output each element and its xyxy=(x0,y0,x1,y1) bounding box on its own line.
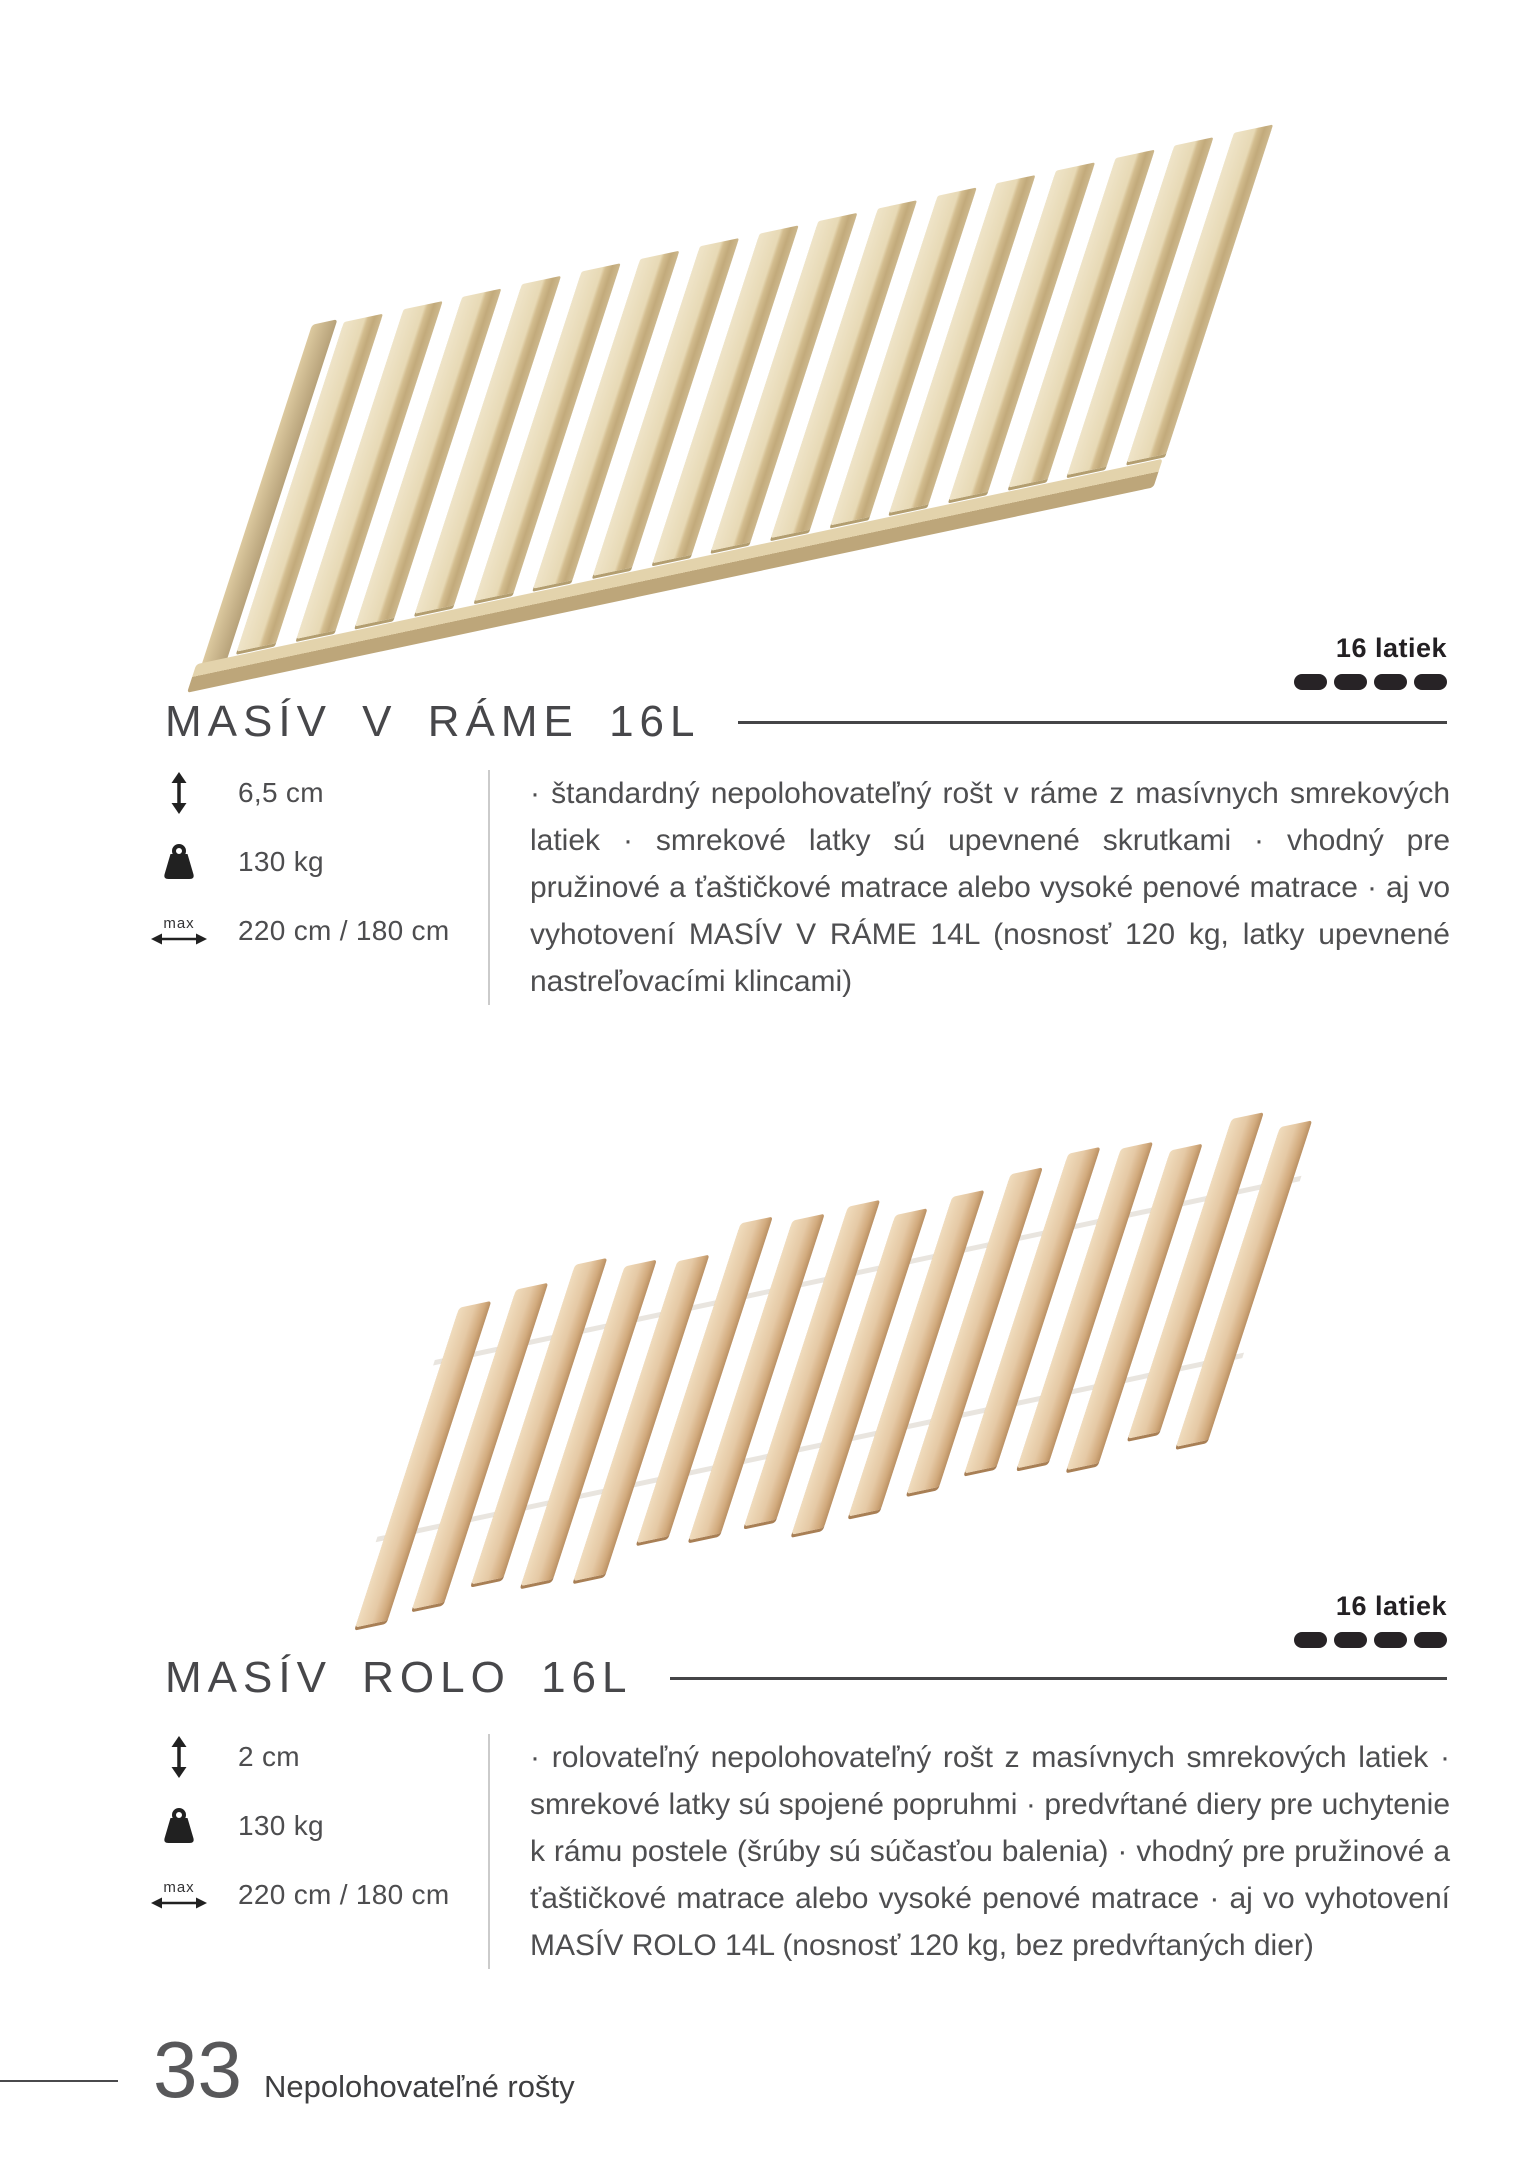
slat-count-label: 16 latiek xyxy=(1335,1591,1447,1621)
product-info xyxy=(120,770,1450,1005)
product-header xyxy=(165,1654,1447,1702)
page-number: 33 xyxy=(153,2025,242,2114)
slat-count-badge xyxy=(1294,1591,1447,1648)
pill-icon xyxy=(1374,1632,1407,1648)
max-label: max xyxy=(163,915,195,932)
product-info xyxy=(120,1734,1450,1969)
spec-max-load xyxy=(120,841,488,883)
weight-icon xyxy=(120,1808,238,1844)
spec-list xyxy=(120,770,490,1005)
product-photo-masiv-v-rame xyxy=(180,128,1330,648)
max-width-arrow-icon xyxy=(120,916,238,946)
pill-icon xyxy=(1294,674,1327,690)
section-title: Nepolohovateľné rošty xyxy=(263,2069,575,2104)
rolled-slats-illustration xyxy=(354,1109,1316,1630)
page-footer xyxy=(153,2025,575,2114)
weight-icon xyxy=(120,844,238,880)
spec-height xyxy=(120,1736,488,1778)
header-rule xyxy=(738,721,1447,724)
pill-icon xyxy=(1374,674,1407,690)
slat-pills-indicator xyxy=(1294,674,1447,690)
spec-value: 130 kg xyxy=(238,1810,324,1841)
slatted-frame-illustration xyxy=(237,125,1273,652)
spec-value: 6,5 cm xyxy=(238,777,324,808)
spec-max-length xyxy=(120,910,488,952)
spec-value: 220 cm / 180 cm xyxy=(238,1879,450,1910)
spec-height xyxy=(120,772,488,814)
product-description: · štandardný nepolohovateľný rošt v ráme z masívnych smrekových latiek · smrekové latky sú upevnené skrutkami · vhodný pre pružinové a ťaštičkové matrace alebo vysoké penové matrace · aj vo vyhotovení MASÍV V RÁME 14L (nosnosť 120 kg, latky upevnené nastreľovacími klincami) xyxy=(530,777,1450,998)
product-header xyxy=(165,698,1447,746)
pill-icon xyxy=(1334,1632,1367,1648)
max-width-arrow-icon xyxy=(120,1880,238,1910)
height-arrow-icon xyxy=(120,772,238,814)
spec-value: 2 cm xyxy=(238,1741,300,1772)
slat-count-label: 16 latiek xyxy=(1335,633,1447,663)
footer-rule xyxy=(0,2080,118,2082)
product-title: MASÍV ROLO 16L xyxy=(165,1653,633,1702)
max-label: max xyxy=(163,1879,195,1896)
slat-pills-indicator xyxy=(1294,1632,1447,1648)
height-arrow-icon xyxy=(120,1736,238,1778)
slat-count-badge xyxy=(1294,633,1447,690)
spec-list xyxy=(120,1734,490,1969)
spec-value: 130 kg xyxy=(238,846,324,877)
pill-icon xyxy=(1294,1632,1327,1648)
pill-icon xyxy=(1414,674,1447,690)
pill-icon xyxy=(1334,674,1367,690)
product-description: · rolovateľný nepolohovateľný rošt z masívnych smrekových latiek · smrekové latky sú spojené popruhmi · predvŕtané diery pre uchytenie k rámu postele (šrúby sú súčasťou balenia) · vhodný pre pružinové a ťaštičkové matrace alebo vysoké penové matrace · aj vo vyhotovení MASÍV ROLO 14L (nosnosť 120 kg, bez predvŕtaných dier) xyxy=(530,1741,1450,1962)
product-title: MASÍV V RÁME 16L xyxy=(165,697,701,746)
spec-max-length xyxy=(120,1874,488,1916)
product-photo-masiv-rolo xyxy=(320,1150,1340,1605)
spec-value: 220 cm / 180 cm xyxy=(238,915,450,946)
pill-icon xyxy=(1414,1632,1447,1648)
header-rule xyxy=(670,1677,1447,1680)
spec-max-load xyxy=(120,1805,488,1847)
